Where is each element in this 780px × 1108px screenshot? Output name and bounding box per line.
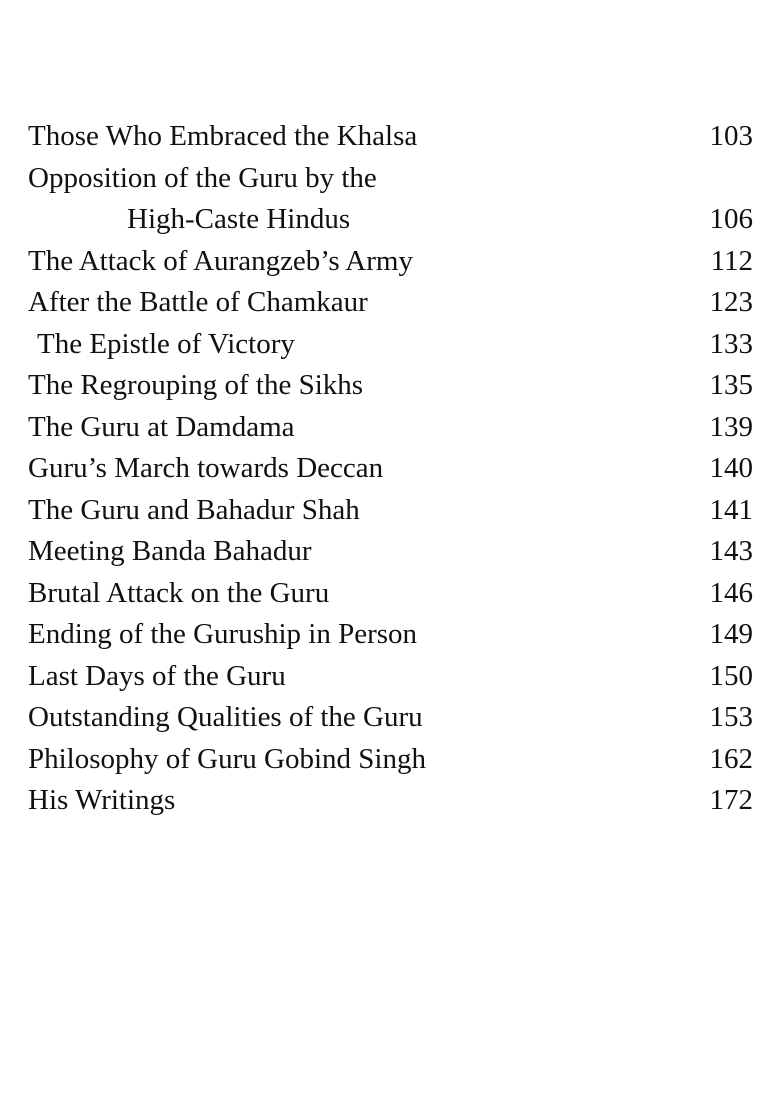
toc-entry (0, 697, 780, 739)
toc-entry (0, 531, 780, 573)
toc-entry-title: The Attack of Aurangzeb’s Army (28, 244, 413, 277)
toc-entry-page: 112 (710, 244, 753, 277)
toc-entry-title: Outstanding Qualities of the Guru (28, 701, 423, 733)
toc-entry-title: After the Battle of Chamkaur (28, 286, 368, 318)
toc-entry-page: 153 (709, 701, 753, 733)
toc-entry-title: The Guru at Damdama (28, 410, 295, 443)
toc-entry-title: Last Days of the Guru (28, 659, 286, 692)
toc-entry-page: 150 (709, 659, 753, 692)
table-of-contents (0, 116, 780, 822)
toc-entry-page: 139 (709, 410, 753, 443)
toc-entry-title: The Guru and Bahadur Shah (28, 493, 360, 526)
toc-entry-page: 106 (709, 203, 753, 235)
toc-entry-page: 162 (709, 742, 753, 775)
toc-entry (0, 324, 780, 366)
toc-entry-title: Brutal Attack on the Guru (28, 576, 330, 609)
toc-entry-title: Those Who Embraced the Khalsa (28, 120, 418, 152)
toc-entry-page: 103 (709, 120, 753, 152)
toc-entry (0, 282, 780, 324)
toc-entry-page: 141 (709, 493, 753, 526)
toc-entry-title: Ending of the Guruship in Person (28, 618, 418, 650)
toc-entry (0, 739, 780, 781)
toc-entry-page: 133 (709, 327, 753, 360)
toc-entry-title: The Regrouping of the Sikhs (28, 369, 364, 401)
toc-entry-page: 123 (709, 286, 753, 318)
toc-entry (0, 365, 780, 407)
toc-entry (0, 614, 780, 656)
toc-entry-title: His Writings (28, 784, 176, 816)
toc-entry-page: 143 (709, 535, 753, 567)
toc-entry-title: Meeting Banda Bahadur (28, 535, 312, 567)
toc-entry (0, 656, 780, 698)
toc-entry-page: 172 (709, 784, 753, 816)
toc-entry (0, 158, 780, 200)
toc-entry-title: Opposition of the Guru by the (28, 161, 377, 194)
toc-entry (0, 241, 780, 283)
toc-entry (0, 490, 780, 532)
toc-entry-page: 135 (709, 369, 753, 401)
toc-entry (0, 573, 780, 615)
toc-entry (0, 448, 780, 490)
toc-entry-page: 149 (709, 618, 753, 650)
toc-entry-title-continuation: High-Caste Hindus (127, 203, 351, 235)
toc-entry-title: Guru’s March towards Deccan (28, 452, 384, 484)
toc-entry (0, 780, 780, 822)
toc-entry (0, 116, 780, 158)
toc-entry-title: Philosophy of Guru Gobind Singh (28, 742, 426, 775)
toc-entry-page: 140 (709, 452, 753, 484)
toc-entry (0, 407, 780, 449)
toc-entry-page: 146 (709, 576, 753, 609)
toc-entry-title: The Epistle of Victory (37, 327, 295, 360)
toc-entry-continuation (0, 199, 780, 241)
